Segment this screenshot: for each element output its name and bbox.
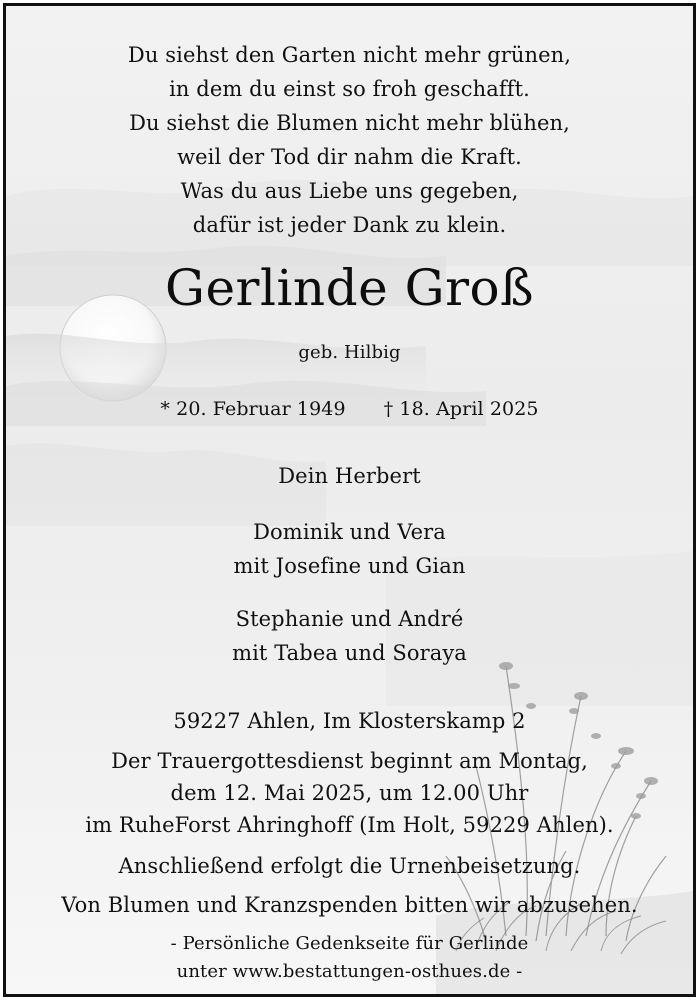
poem-line: dafür ist jeder Dank zu klein. bbox=[192, 213, 507, 237]
birth-name: geb. Hilbig bbox=[298, 342, 401, 363]
mourner-line: mit Tabea und Soraya bbox=[232, 641, 467, 665]
mourner-line: Dominik und Vera bbox=[253, 520, 446, 544]
mourner-line: mit Josefine und Gian bbox=[233, 554, 466, 578]
burial-note: Anschließend erfolgt die Urnenbeisetzung. bbox=[118, 854, 581, 878]
service-line: im RuheForst Ahringhoff (Im Holt, 59229 Ahlen). bbox=[85, 813, 614, 837]
life-dates bbox=[6, 392, 693, 426]
poem-line: Du siehst die Blumen nicht mehr blühen, bbox=[129, 111, 570, 135]
obituary-text bbox=[6, 6, 693, 994]
deceased-name: Gerlinde Groß bbox=[165, 259, 534, 317]
poem-line: weil der Tod dir nahm die Kraft. bbox=[177, 145, 522, 169]
death-date: † 18. April 2025 bbox=[383, 398, 539, 420]
service-line: Der Trauergottesdienst beginnt am Montag, bbox=[111, 749, 588, 773]
poem-line: Du siehst den Garten nicht mehr grünen, bbox=[127, 43, 572, 67]
obituary-card bbox=[3, 3, 696, 997]
poem-line: in dem du einst so froh geschafft. bbox=[169, 77, 530, 101]
footer-line: unter www.bestattungen-osthues.de - bbox=[176, 961, 523, 982]
poem-line: Was du aus Liebe uns gegeben, bbox=[180, 179, 519, 203]
mourner-line: Dein Herbert bbox=[278, 464, 421, 488]
mourner-line: Stephanie und André bbox=[235, 607, 464, 631]
service-line: dem 12. Mai 2025, um 12.00 Uhr bbox=[170, 781, 529, 805]
address: 59227 Ahlen, Im Klosterskamp 2 bbox=[173, 709, 526, 733]
flowers-note: Von Blumen und Kranzspenden bitten wir abzusehen. bbox=[61, 893, 638, 917]
footer-line: - Persönliche Gedenkseite für Gerlinde bbox=[170, 933, 529, 954]
birth-date: * 20. Februar 1949 bbox=[160, 398, 346, 420]
